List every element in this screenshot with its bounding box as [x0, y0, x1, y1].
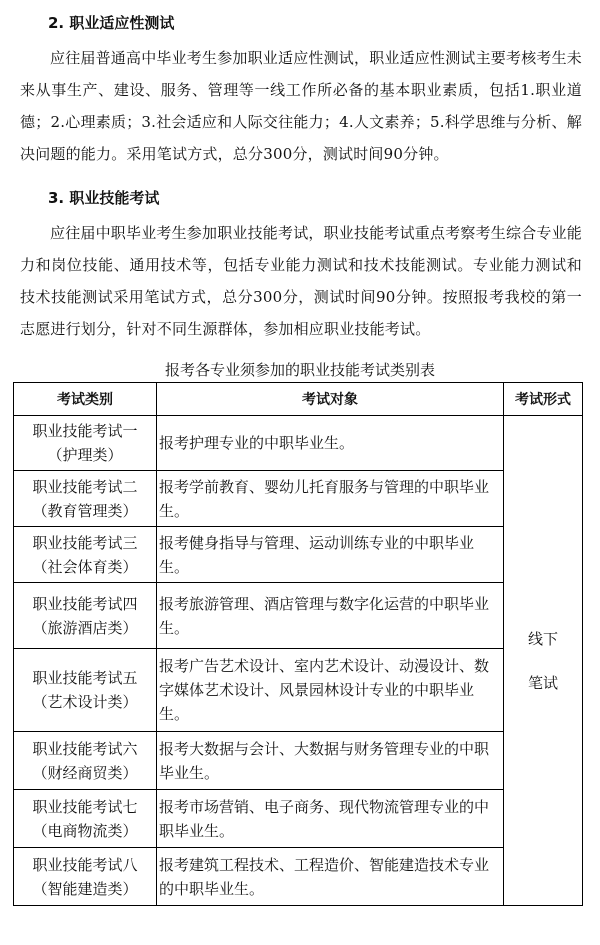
table-caption: 报考各专业须参加的职业技能考试类别表 — [164, 361, 435, 379]
target-cell: 报考建筑工程技术、工程造价、智能建造技术专业的中职毕业生。 — [157, 848, 504, 906]
category-cell: 职业技能考试二 （教育管理类） — [14, 471, 157, 527]
section-paragraph-skills-exam: 应往届中职毕业考生参加职业技能考试，职业技能考试重点考察考生综合专业能力和岗位技能、通用技术等，包括专业能力测试和技术技能测试。专业能力测试和技术技能测试采用笔试方式，总分300分，测试时间90分钟。按照报考我校的第一志愿进行划分，针对不同生源群体，参加相应职业技能考试。 — [20, 224, 583, 338]
header-form: 考试形式 — [504, 383, 583, 416]
table-row — [14, 527, 583, 583]
target-cell: 报考健身指导与管理、运动训练专业的中职毕业生。 — [157, 527, 504, 583]
header-target: 考试对象 — [157, 383, 504, 416]
section-paragraph-aptitude-test: 应往届普通高中毕业考生参加职业适应性测试，职业适应性测试主要考核考生未来从事生产、建设、服务、管理等一线工作所必备的基本职业素质，包括1.职业道德；2.心理素质；3.社会适应和人际交往能力；4.人文素养；5.科学思维与分析、解决问题的能力。采用笔试方式，总分300分，测试时间90分钟。 — [20, 49, 583, 163]
target-cell: 报考市场营销、电子商务、现代物流管理专业的中职毕业生。 — [157, 790, 504, 848]
form-line-offline: 线下 — [527, 629, 558, 648]
category-cell: 职业技能考试四 （旅游酒店类） — [14, 583, 157, 649]
section-heading-skills-exam: 3. 职业技能考试 — [48, 189, 160, 207]
table-row — [14, 583, 583, 649]
target-cell: 报考大数据与会计、大数据与财务管理专业的中职毕业生。 — [157, 732, 504, 790]
form-line-written: 笔试 — [527, 673, 558, 692]
category-cell: 职业技能考试一 （护理类） — [14, 416, 157, 471]
table-row — [14, 732, 583, 790]
exam-category-table — [13, 382, 583, 906]
table-row — [14, 790, 583, 848]
target-cell: 报考旅游管理、酒店管理与数字化运营的中职毕业生。 — [157, 583, 504, 649]
table-row — [14, 848, 583, 906]
form-cell — [504, 416, 583, 906]
table-row — [14, 471, 583, 527]
table-row — [14, 649, 583, 732]
table-row — [14, 416, 583, 471]
category-cell: 职业技能考试五 （艺术设计类） — [14, 649, 157, 732]
target-cell: 报考广告艺术设计、室内艺术设计、动漫设计、数字媒体艺术设计、风景园林设计专业的中职毕业生。 — [157, 649, 504, 732]
target-cell: 报考学前教育、婴幼儿托育服务与管理的中职毕业生。 — [157, 471, 504, 527]
category-cell: 职业技能考试三 （社会体育类） — [14, 527, 157, 583]
table-header-row — [14, 383, 583, 416]
section-heading-aptitude-test: 2. 职业适应性测试 — [48, 14, 175, 32]
category-cell: 职业技能考试七 （电商物流类） — [14, 790, 157, 848]
category-cell: 职业技能考试八 （智能建造类） — [14, 848, 157, 906]
target-cell: 报考护理专业的中职毕业生。 — [157, 416, 504, 471]
header-category: 考试类别 — [14, 383, 157, 416]
category-cell: 职业技能考试六 （财经商贸类） — [14, 732, 157, 790]
